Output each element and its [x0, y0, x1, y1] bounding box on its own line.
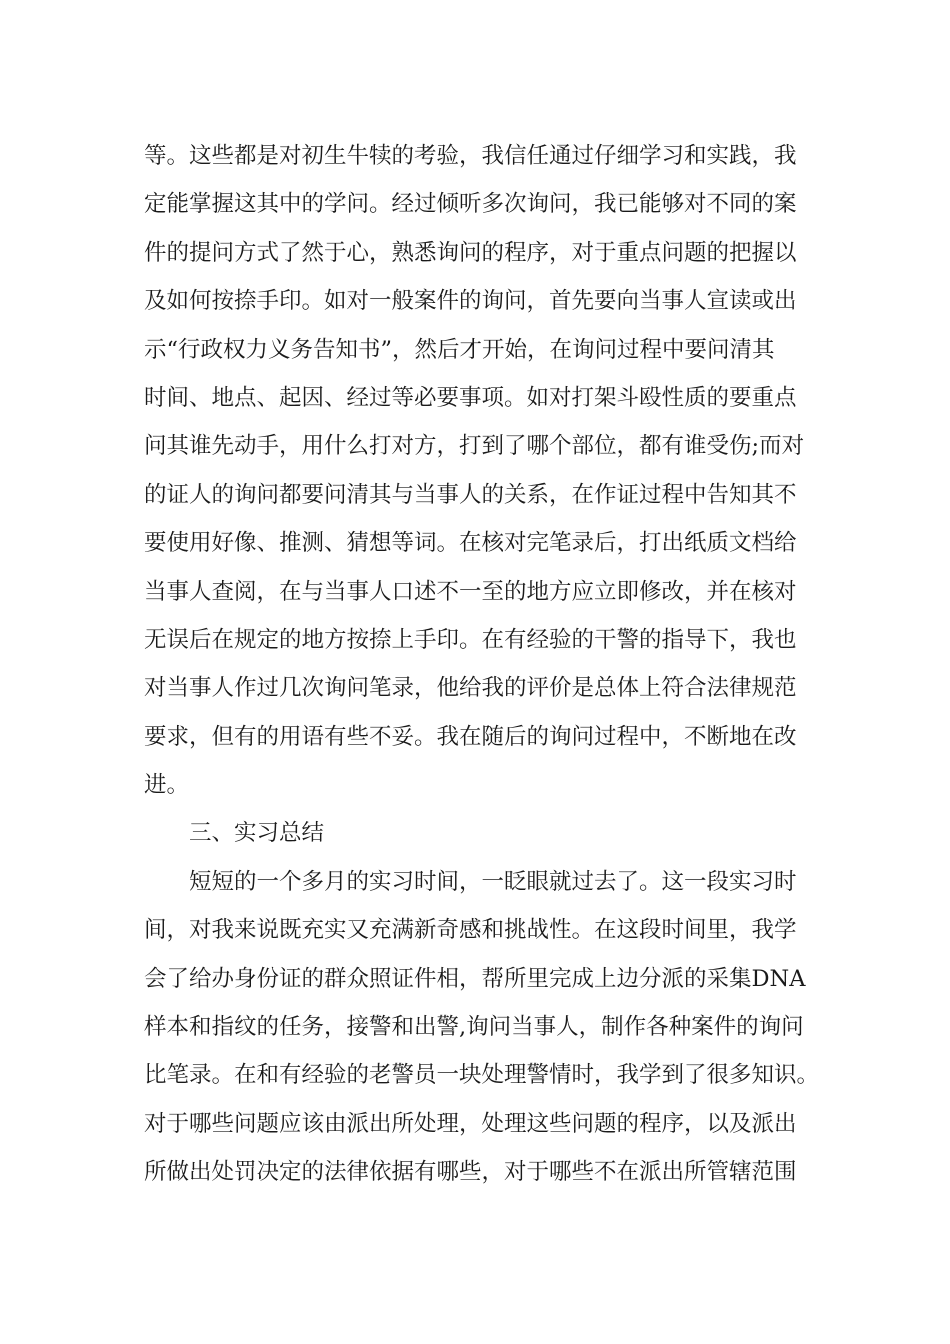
- paragraph-2-line: 比笔录。在和有经验的老警员一块处理警情时，我学到了很多知识。: [144, 1062, 820, 1089]
- paragraph-2-line: 会了给办身份证的群众照证件相，帮所里完成上边分派的采集DNA: [144, 965, 806, 992]
- document-body: [144, 132, 824, 1197]
- paragraph-1-line: 及如何按捺手印。如对一般案件的询问，首先要向当事人宣读或出: [144, 288, 797, 315]
- paragraph-1-line: 的证人的询问都要问清其与当事人的关系，在作证过程中告知其不: [144, 481, 797, 508]
- paragraph-2-line: 对于哪些问题应该由派出所处理，处理这些问题的程序，以及派出: [144, 1110, 797, 1137]
- paragraph-1-line: 件的提问方式了然于心，熟悉询问的程序，对于重点问题的把握以: [144, 239, 797, 266]
- paragraph-2: [144, 858, 824, 1197]
- paragraph-1-line: 要使用好像、推测、猜想等词。在核对完笔录后，打出纸质文档给: [144, 530, 797, 557]
- paragraph-2-line: 短短的一个多月的实习时间，一眨眼就过去了。这一段实习时: [189, 868, 797, 895]
- paragraph-1-line: 无误后在规定的地方按捺上手印。在有经验的干警的指导下，我也: [144, 626, 797, 653]
- paragraph-1-line: 定能掌握这其中的学问。经过倾听多次询问，我已能够对不同的案: [144, 191, 797, 218]
- paragraph-1-line: 问其谁先动手，用什么打对方，打到了哪个部位，都有谁受伤;而对: [144, 433, 805, 460]
- paragraph-1-line: 对当事人作过几次询问笔录，他给我的评价是总体上符合法律规范: [144, 675, 797, 702]
- paragraph-2-line: 间，对我来说既充实又充满新奇感和挑战性。在这段时间里，我学: [144, 917, 797, 944]
- paragraph-1-line: 当事人查阅，在与当事人口述不一至的地方应立即修改，并在核对: [144, 578, 797, 605]
- paragraph-1-line: 时间、地点、起因、经过等必要事项。如对打架斗殴性质的要重点: [144, 384, 797, 411]
- section-heading: 三、实习总结: [189, 820, 325, 847]
- paragraph-1-line: 进。: [144, 772, 190, 799]
- paragraph-2-line: 样本和指纹的任务，接警和出警,询问当事人，制作各种案件的询问: [144, 1014, 804, 1041]
- paragraph-1-line: 要求，但有的用语有些不妥。我在随后的询问过程中，不断地在改: [144, 723, 797, 750]
- paragraph-2-line: 所做出处罚决定的法律依据有哪些，对于哪些不在派出所管辖范围: [144, 1159, 797, 1186]
- paragraph-1-line: 示“行政权力义务告知书”，然后才开始，在询问过程中要问清其: [144, 336, 775, 363]
- paragraph-1-line: 等。这些都是对初生牛犊的考验，我信任通过仔细学习和实践，我: [144, 143, 797, 169]
- paragraph-1: [144, 132, 824, 809]
